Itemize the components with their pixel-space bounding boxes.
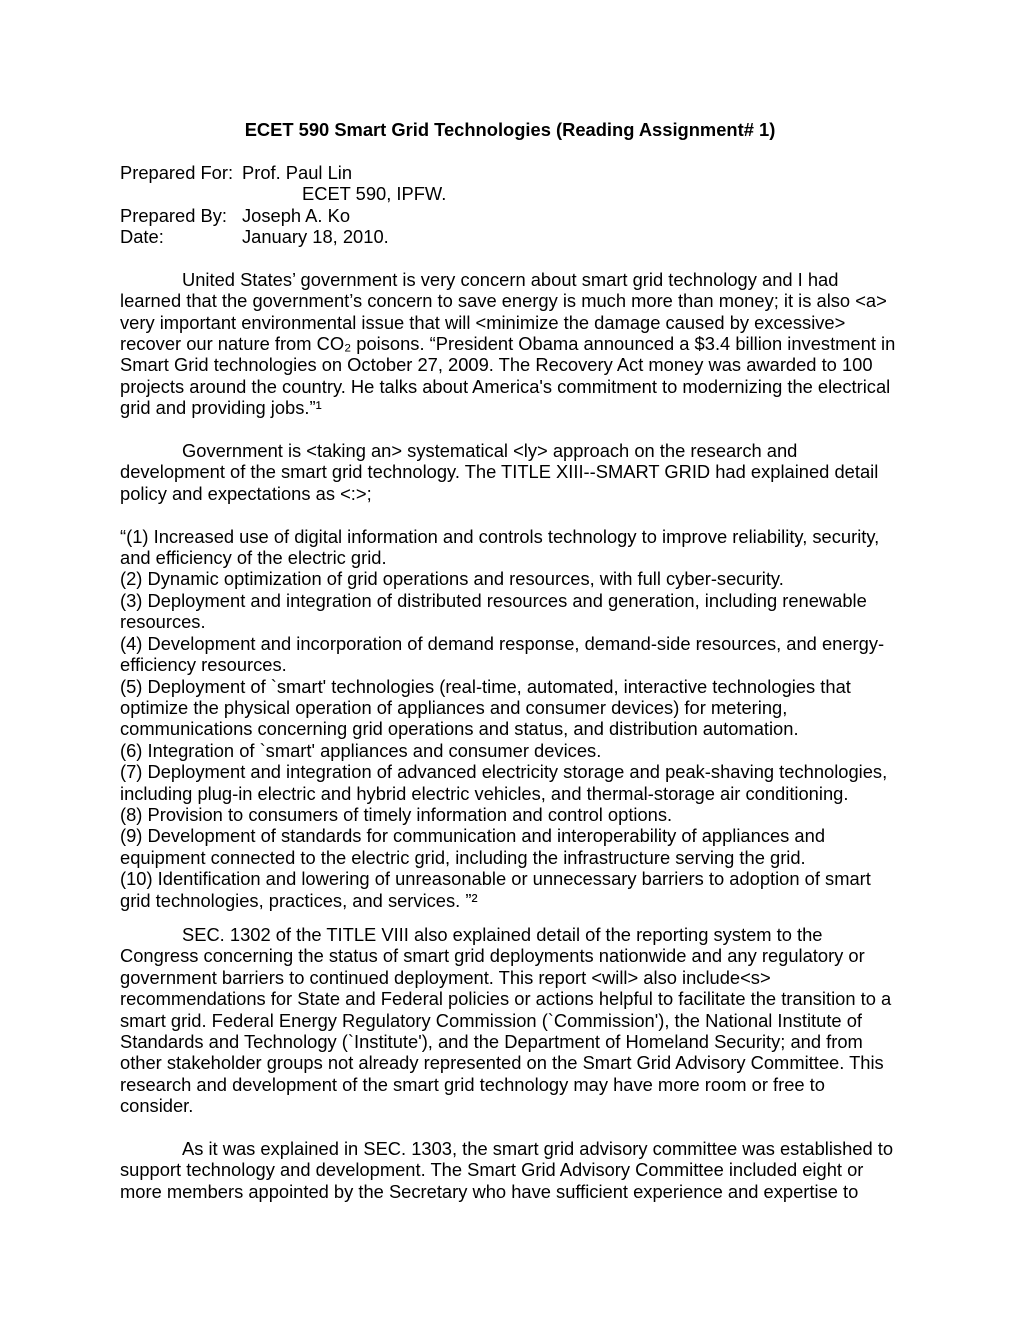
prepared-for-value: Prof. Paul Lin <box>242 161 353 183</box>
course-line-value: ECET 590, IPFW. <box>302 183 447 205</box>
meta-row-date <box>120 226 900 247</box>
policy-item-9: (9) Development of standards for communication and interoperability of appliances and equipment connected to the electric grid, including the infrastructure serving the grid. <box>120 825 826 868</box>
document-meta-block <box>120 162 900 248</box>
prepared-by-value: Joseph A. Ko <box>242 204 351 226</box>
sec-1303-paragraph: As it was explained in SEC. 1303, the smart grid advisory committee was established to support technology and development. The Smart Grid Advisory Committee included eight or more members appointed by the Secretary who have sufficient experience and expertise to <box>120 1138 894 1202</box>
intro-paragraph: United States’ government is very concern about smart grid technology and I had learned that the government’s concern to save energy is much more than money; it is also <a> very important environmental issue that will <minimize the damage caused by excessive> recover our nature from CO₂ poisons. “President Obama announced a $3.4 billion investment in Smart Grid technologies on October 27, 2009. The Recovery Act money was awarded to 100 projects around the country. He talks about America's commitment to modernizing the electrical grid and providing jobs.”¹ <box>120 268 896 419</box>
policy-item-3: (3) Deployment and integration of distributed resources and generation, including renewable resources. <box>120 589 867 633</box>
policy-item-1: “(1) Increased use of digital information and controls technology to improve reliability, security, and efficiency of the electric grid. <box>120 525 880 569</box>
smart-grid-policy-list <box>120 526 900 911</box>
document-title: ECET 590 Smart Grid Technologies (Reading Assignment# 1) <box>244 119 776 140</box>
meta-row-prepared-by <box>120 205 900 226</box>
date-value: January 18, 2010. <box>242 226 389 248</box>
prepared-for-label: Prepared For: <box>120 161 234 183</box>
date-label: Date: <box>120 226 164 248</box>
policy-item-10: (10) Identification and lowering of unreasonable or unnecessary barriers to adoption of smart grid technologies, practices, and services. ”² <box>120 868 871 911</box>
policy-item-4: (4) Development and incorporation of demand response, demand-side resources, and energy-efficiency resources. <box>120 632 885 676</box>
meta-row-course <box>120 183 900 204</box>
policy-item-5: (5) Deployment of `smart' technologies (real-time, automated, interactive technologies that optimize the physical operation of appliances and consumer devices) for metering, communications concerning grid operations and status, and distribution automation. <box>120 675 851 740</box>
policy-item-7: (7) Deployment and integration of advanced electricity storage and peak-shaving technologies, including plug-in electric and hybrid electric vehicles, and thermal-storage air conditioning. <box>120 761 888 804</box>
policy-item-8: (8) Provision to consumers of timely information and control options. <box>120 803 673 825</box>
policy-item-6: (6) Integration of `smart' appliances and consumer devices. <box>120 739 602 761</box>
policy-overview-paragraph: Government is <taking an> systematical <ly> approach on the research and development of the smart grid technology. The TITLE XIII--SMART GRID had explained detail policy and expectations as <:>; <box>120 440 879 504</box>
prepared-by-label: Prepared By: <box>120 204 227 226</box>
sec-1302-paragraph: SEC. 1302 of the TITLE VIII also explained detail of the reporting system to the Congress concerning the status of smart grid deployments nationwide and any regulatory or government barriers to continued deployment. This report <will> also include<s> recommendations for State and Federal policies or actions helpful to facilitate the transition to a smart grid. Federal Energy Regulatory Commission (`Commission'), the National Institute of Standards and Technology (`Institute'), and the Department of Homeland Security; and from other stakeholder groups not already represented on the Smart Grid Advisory Committee. This research and development of the smart grid technology may have more room or free to consider. <box>120 923 892 1117</box>
meta-row-prepared-for <box>120 162 900 183</box>
policy-item-2: (2) Dynamic optimization of grid operations and resources, with full cyber-security. <box>120 568 784 590</box>
